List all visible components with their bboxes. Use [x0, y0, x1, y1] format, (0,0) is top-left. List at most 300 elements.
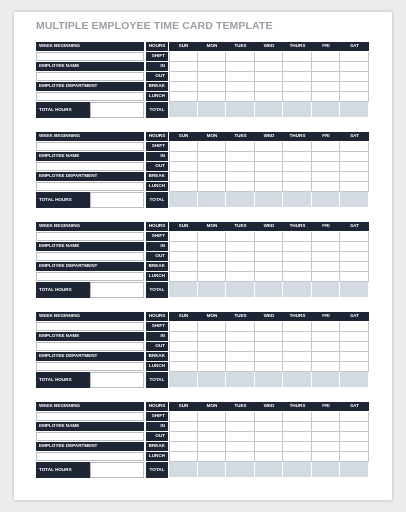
employee-department-label: EMPLOYEE DEPARTMENT: [36, 262, 144, 271]
daily-total-cell[interactable]: [198, 192, 226, 208]
employee-name-input[interactable]: [36, 252, 144, 261]
day-header-mon: MON: [198, 132, 226, 141]
daily-total-cell[interactable]: [198, 462, 226, 478]
time-entry-cell[interactable]: [198, 352, 226, 362]
time-entry-cell[interactable]: [198, 362, 226, 372]
time-entry-cell[interactable]: [255, 232, 283, 242]
day-header-sun: SUN: [169, 222, 198, 231]
entry-row-break: [169, 442, 369, 452]
daily-total-cell[interactable]: [340, 372, 369, 388]
daily-total-cell[interactable]: [226, 372, 255, 388]
time-entry-cell[interactable]: [226, 242, 255, 252]
time-entry-cell[interactable]: [226, 232, 255, 242]
week-beginning-label: WEEK BEGINNING: [36, 132, 144, 141]
daily-total-cell[interactable]: [226, 282, 255, 298]
total-hours-input[interactable]: [90, 462, 144, 478]
total-label: TOTAL: [146, 462, 168, 478]
employee-name-input[interactable]: [36, 432, 144, 441]
employee-department-input[interactable]: [36, 272, 144, 281]
daily-total-cell[interactable]: [169, 282, 198, 298]
employee-department-label: EMPLOYEE DEPARTMENT: [36, 172, 144, 181]
time-entry-cell[interactable]: [312, 142, 340, 152]
total-label: TOTAL: [146, 282, 168, 298]
daily-total-cell[interactable]: [226, 462, 255, 478]
time-entry-cell[interactable]: [283, 262, 312, 272]
daily-total-cell[interactable]: [198, 102, 226, 118]
row-label-in: IN: [146, 62, 168, 71]
time-entry-cell[interactable]: [312, 242, 340, 252]
time-entry-cell[interactable]: [198, 412, 226, 422]
time-entry-cell[interactable]: [312, 52, 340, 62]
time-entry-cell[interactable]: [169, 342, 198, 352]
employee-department-input[interactable]: [36, 362, 144, 371]
time-entry-cell[interactable]: [255, 82, 283, 92]
entry-row-out: [169, 162, 369, 172]
time-entry-cell[interactable]: [255, 172, 283, 182]
time-entry-cell[interactable]: [226, 262, 255, 272]
time-entry-cell[interactable]: [255, 352, 283, 362]
time-entry-cell[interactable]: [226, 142, 255, 152]
time-entry-cell[interactable]: [312, 272, 340, 282]
time-entry-cell[interactable]: [198, 422, 226, 432]
daily-total-cell[interactable]: [340, 192, 369, 208]
time-entry-cell[interactable]: [198, 442, 226, 452]
day-header-wed: WED: [255, 132, 283, 141]
time-entry-cell[interactable]: [169, 452, 198, 462]
total-hours-label: TOTAL HOURS: [36, 462, 90, 478]
week-beginning-label: WEEK BEGINNING: [36, 402, 144, 411]
day-header-thurs: THURS: [283, 132, 312, 141]
week-beginning-input[interactable]: [36, 322, 144, 331]
time-entry-cell[interactable]: [312, 92, 340, 102]
total-hours-label: TOTAL HOURS: [36, 372, 90, 388]
time-entry-cell[interactable]: [283, 272, 312, 282]
time-entry-cell[interactable]: [198, 262, 226, 272]
day-header-mon: MON: [198, 312, 226, 321]
time-entry-cell[interactable]: [169, 162, 198, 172]
week-beginning-input[interactable]: [36, 52, 144, 61]
time-entry-cell[interactable]: [255, 242, 283, 252]
time-entry-cell[interactable]: [255, 412, 283, 422]
daily-total-cell[interactable]: [255, 102, 283, 118]
employee-department-label: EMPLOYEE DEPARTMENT: [36, 442, 144, 451]
time-entry-cell[interactable]: [340, 252, 369, 262]
time-entry-cell[interactable]: [198, 342, 226, 352]
time-entry-cell[interactable]: [226, 172, 255, 182]
time-entry-cell[interactable]: [169, 172, 198, 182]
time-entry-cell[interactable]: [198, 252, 226, 262]
employee-department-input[interactable]: [36, 92, 144, 101]
entry-row-lunch: [169, 452, 369, 462]
daily-total-cell[interactable]: [340, 282, 369, 298]
time-entry-cell[interactable]: [198, 142, 226, 152]
time-entry-cell[interactable]: [283, 182, 312, 192]
time-entry-cell[interactable]: [198, 152, 226, 162]
time-entry-cell[interactable]: [312, 172, 340, 182]
employee-department-label: EMPLOYEE DEPARTMENT: [36, 82, 144, 91]
entry-row-out: [169, 432, 369, 442]
time-entry-cell[interactable]: [283, 152, 312, 162]
daily-total-cell[interactable]: [340, 462, 369, 478]
daily-total-cell[interactable]: [283, 462, 312, 478]
time-entry-cell[interactable]: [226, 62, 255, 72]
time-entry-cell[interactable]: [340, 162, 369, 172]
time-entry-cell[interactable]: [340, 82, 369, 92]
time-entry-cell[interactable]: [169, 242, 198, 252]
row-label-out: OUT: [146, 342, 168, 351]
daily-total-cell[interactable]: [312, 462, 340, 478]
entry-row-lunch: [169, 182, 369, 192]
employee-name-label: EMPLOYEE NAME: [36, 152, 144, 161]
entry-row-lunch: [169, 92, 369, 102]
time-entry-cell[interactable]: [283, 452, 312, 462]
time-entry-cell[interactable]: [312, 352, 340, 362]
time-entry-cell[interactable]: [312, 162, 340, 172]
time-entry-cell[interactable]: [226, 252, 255, 262]
entry-row-lunch: [169, 272, 369, 282]
time-entry-cell[interactable]: [255, 272, 283, 282]
time-entry-cell[interactable]: [312, 82, 340, 92]
hours-header: HOURS: [146, 132, 168, 141]
day-header-fri: FRI: [312, 402, 340, 411]
time-entry-cell[interactable]: [255, 452, 283, 462]
time-entry-cell[interactable]: [198, 322, 226, 332]
row-label-out: OUT: [146, 252, 168, 261]
employee-name-input[interactable]: [36, 342, 144, 351]
time-entry-cell[interactable]: [255, 182, 283, 192]
time-entry-cell[interactable]: [312, 252, 340, 262]
time-entry-cell[interactable]: [169, 152, 198, 162]
time-entry-cell[interactable]: [312, 232, 340, 242]
entry-row-shift: [169, 322, 369, 332]
time-entry-cell[interactable]: [198, 52, 226, 62]
time-entry-cell[interactable]: [340, 452, 369, 462]
daily-total-cell[interactable]: [283, 372, 312, 388]
time-entry-cell[interactable]: [340, 182, 369, 192]
row-label-out: OUT: [146, 72, 168, 81]
time-entry-cell[interactable]: [169, 272, 198, 282]
time-entry-cell[interactable]: [312, 362, 340, 372]
time-entry-cell[interactable]: [340, 342, 369, 352]
total-hours-input[interactable]: [90, 282, 144, 298]
daily-total-cell[interactable]: [283, 282, 312, 298]
daily-total-cell[interactable]: [312, 192, 340, 208]
time-entry-cell[interactable]: [169, 422, 198, 432]
time-entry-cell[interactable]: [340, 272, 369, 282]
time-entry-cell[interactable]: [283, 252, 312, 262]
time-entry-cell[interactable]: [226, 92, 255, 102]
time-entry-cell[interactable]: [169, 82, 198, 92]
daily-total-cell[interactable]: [283, 192, 312, 208]
time-entry-cell[interactable]: [255, 442, 283, 452]
total-hours-input[interactable]: [90, 192, 144, 208]
entry-row-in: [169, 62, 369, 72]
time-entry-cell[interactable]: [226, 442, 255, 452]
hours-header: HOURS: [146, 222, 168, 231]
time-entry-cell[interactable]: [312, 442, 340, 452]
daily-total-cell[interactable]: [255, 372, 283, 388]
time-entry-cell[interactable]: [169, 52, 198, 62]
time-entry-cell[interactable]: [312, 182, 340, 192]
time-entry-cell[interactable]: [283, 352, 312, 362]
time-entry-cell[interactable]: [169, 432, 198, 442]
daily-total-cell[interactable]: [312, 102, 340, 118]
time-entry-cell[interactable]: [255, 262, 283, 272]
time-entry-cell[interactable]: [283, 342, 312, 352]
row-label-in: IN: [146, 242, 168, 251]
daily-total-cell[interactable]: [283, 102, 312, 118]
time-entry-cell[interactable]: [283, 322, 312, 332]
time-entry-cell[interactable]: [340, 362, 369, 372]
time-entry-cell[interactable]: [340, 332, 369, 342]
time-entry-cell[interactable]: [226, 72, 255, 82]
time-entry-cell[interactable]: [255, 362, 283, 372]
day-header-fri: FRI: [312, 222, 340, 231]
time-entry-cell[interactable]: [198, 182, 226, 192]
total-row: [169, 102, 369, 118]
week-beginning-input[interactable]: [36, 412, 144, 421]
time-entry-cell[interactable]: [226, 452, 255, 462]
row-label-in: IN: [146, 152, 168, 161]
time-entry-cell[interactable]: [340, 422, 369, 432]
time-entry-cell[interactable]: [169, 352, 198, 362]
time-entry-cell[interactable]: [226, 432, 255, 442]
time-entry-cell[interactable]: [226, 332, 255, 342]
time-entry-cell[interactable]: [312, 152, 340, 162]
total-row: [169, 462, 369, 478]
time-entry-cell[interactable]: [255, 162, 283, 172]
daily-total-cell[interactable]: [169, 462, 198, 478]
time-entry-cell[interactable]: [283, 162, 312, 172]
daily-total-cell[interactable]: [255, 192, 283, 208]
entry-row-in: [169, 242, 369, 252]
day-header-wed: WED: [255, 402, 283, 411]
daily-total-cell[interactable]: [169, 102, 198, 118]
row-label-break: BREAK: [146, 262, 168, 271]
daily-total-cell[interactable]: [198, 372, 226, 388]
week-beginning-input[interactable]: [36, 142, 144, 151]
time-entry-cell[interactable]: [169, 92, 198, 102]
daily-total-cell[interactable]: [226, 192, 255, 208]
row-label-shift: SHIFT: [146, 322, 168, 331]
daily-total-cell[interactable]: [255, 282, 283, 298]
row-label-shift: SHIFT: [146, 232, 168, 241]
time-entry-cell[interactable]: [340, 72, 369, 82]
time-entry-cell[interactable]: [198, 172, 226, 182]
daily-total-cell[interactable]: [312, 372, 340, 388]
time-entry-cell[interactable]: [340, 52, 369, 62]
total-hours-input[interactable]: [90, 372, 144, 388]
time-entry-cell[interactable]: [340, 242, 369, 252]
time-entry-cell[interactable]: [198, 82, 226, 92]
time-entry-cell[interactable]: [226, 82, 255, 92]
time-entry-cell[interactable]: [226, 272, 255, 282]
time-entry-cell[interactable]: [198, 232, 226, 242]
document-title: MULTIPLE EMPLOYEE TIME CARD TEMPLATE: [36, 20, 273, 32]
daily-total-cell[interactable]: [169, 372, 198, 388]
daily-total-cell[interactable]: [255, 462, 283, 478]
time-entry-cell[interactable]: [255, 152, 283, 162]
time-entry-cell[interactable]: [340, 172, 369, 182]
time-entry-cell[interactable]: [198, 162, 226, 172]
time-entry-cell[interactable]: [169, 182, 198, 192]
time-entry-cell[interactable]: [169, 442, 198, 452]
time-entry-cell[interactable]: [340, 412, 369, 422]
total-row: [169, 192, 369, 208]
time-entry-cell[interactable]: [312, 62, 340, 72]
time-entry-cell[interactable]: [226, 342, 255, 352]
daily-total-cell[interactable]: [198, 282, 226, 298]
daily-total-cell[interactable]: [226, 102, 255, 118]
entry-row-shift: [169, 142, 369, 152]
time-card: [36, 132, 369, 209]
time-entry-cell[interactable]: [312, 432, 340, 442]
time-entry-cell[interactable]: [255, 72, 283, 82]
time-entry-cell[interactable]: [255, 332, 283, 342]
time-entry-cell[interactable]: [198, 92, 226, 102]
time-entry-cell[interactable]: [340, 62, 369, 72]
employee-name-input[interactable]: [36, 162, 144, 171]
row-label-out: OUT: [146, 162, 168, 171]
time-entry-cell[interactable]: [198, 272, 226, 282]
time-entry-cell[interactable]: [226, 412, 255, 422]
time-entry-cell[interactable]: [169, 232, 198, 242]
time-entry-cell[interactable]: [255, 322, 283, 332]
time-card: [36, 312, 369, 389]
time-entry-cell[interactable]: [169, 252, 198, 262]
time-entry-cell[interactable]: [255, 92, 283, 102]
entry-row-out: [169, 342, 369, 352]
time-entry-cell[interactable]: [340, 232, 369, 242]
day-header-sun: SUN: [169, 402, 198, 411]
time-entry-cell[interactable]: [283, 242, 312, 252]
day-header-fri: FRI: [312, 312, 340, 321]
time-entry-cell[interactable]: [283, 52, 312, 62]
time-entry-cell[interactable]: [283, 432, 312, 442]
time-entry-cell[interactable]: [198, 332, 226, 342]
time-entry-cell[interactable]: [312, 322, 340, 332]
time-entry-cell[interactable]: [169, 142, 198, 152]
time-entry-cell[interactable]: [283, 332, 312, 342]
time-entry-cell[interactable]: [283, 362, 312, 372]
employee-name-input[interactable]: [36, 72, 144, 81]
day-header-thurs: THURS: [283, 402, 312, 411]
time-entry-cell[interactable]: [283, 422, 312, 432]
row-label-break: BREAK: [146, 172, 168, 181]
time-entry-cell[interactable]: [312, 332, 340, 342]
day-header-wed: WED: [255, 312, 283, 321]
time-entry-cell[interactable]: [169, 332, 198, 342]
row-label-lunch: LUNCH: [146, 182, 168, 191]
time-entry-cell[interactable]: [312, 452, 340, 462]
time-entry-cell[interactable]: [255, 432, 283, 442]
time-entry-cell[interactable]: [312, 72, 340, 82]
day-header-mon: MON: [198, 42, 226, 51]
time-entry-cell[interactable]: [169, 262, 198, 272]
time-entry-cell[interactable]: [226, 322, 255, 332]
time-card-sheet: [14, 12, 392, 500]
time-entry-cell[interactable]: [340, 352, 369, 362]
time-entry-cell[interactable]: [283, 412, 312, 422]
time-entry-cell[interactable]: [283, 82, 312, 92]
row-label-break: BREAK: [146, 82, 168, 91]
time-entry-cell[interactable]: [255, 342, 283, 352]
week-beginning-label: WEEK BEGINNING: [36, 312, 144, 321]
time-entry-cell[interactable]: [283, 232, 312, 242]
entry-row-lunch: [169, 362, 369, 372]
time-entry-cell[interactable]: [312, 262, 340, 272]
time-entry-cell[interactable]: [312, 412, 340, 422]
employee-department-input[interactable]: [36, 452, 144, 461]
entry-row-out: [169, 252, 369, 262]
time-entry-cell[interactable]: [283, 442, 312, 452]
time-entry-cell[interactable]: [283, 62, 312, 72]
time-entry-cell[interactable]: [198, 72, 226, 82]
time-entry-cell[interactable]: [226, 52, 255, 62]
time-entry-cell[interactable]: [340, 322, 369, 332]
time-entry-cell[interactable]: [226, 182, 255, 192]
week-beginning-input[interactable]: [36, 232, 144, 241]
daily-total-cell[interactable]: [312, 282, 340, 298]
time-entry-cell[interactable]: [340, 142, 369, 152]
daily-total-cell[interactable]: [169, 192, 198, 208]
time-entry-cell[interactable]: [283, 172, 312, 182]
time-entry-cell[interactable]: [312, 422, 340, 432]
time-entry-cell[interactable]: [283, 142, 312, 152]
time-entry-cell[interactable]: [198, 242, 226, 252]
day-header-wed: WED: [255, 222, 283, 231]
time-entry-cell[interactable]: [255, 422, 283, 432]
day-header-thurs: THURS: [283, 222, 312, 231]
time-entry-cell[interactable]: [340, 432, 369, 442]
time-entry-cell[interactable]: [169, 72, 198, 82]
time-entry-cell[interactable]: [255, 252, 283, 262]
time-entry-cell[interactable]: [169, 62, 198, 72]
time-entry-cell[interactable]: [169, 362, 198, 372]
time-entry-cell[interactable]: [198, 432, 226, 442]
time-entry-cell[interactable]: [226, 362, 255, 372]
time-entry-cell[interactable]: [340, 262, 369, 272]
time-entry-cell[interactable]: [283, 92, 312, 102]
total-label: TOTAL: [146, 192, 168, 208]
time-entry-cell[interactable]: [340, 442, 369, 452]
total-label: TOTAL: [146, 102, 168, 118]
time-entry-cell[interactable]: [340, 152, 369, 162]
total-hours-label: TOTAL HOURS: [36, 102, 90, 118]
time-entry-cell[interactable]: [255, 52, 283, 62]
time-entry-cell[interactable]: [255, 62, 283, 72]
time-entry-cell[interactable]: [226, 162, 255, 172]
daily-total-cell[interactable]: [340, 102, 369, 118]
time-entry-cell[interactable]: [255, 142, 283, 152]
time-entry-cell[interactable]: [198, 62, 226, 72]
time-entry-cell[interactable]: [169, 412, 198, 422]
time-entry-cell[interactable]: [226, 422, 255, 432]
total-hours-label: TOTAL HOURS: [36, 282, 90, 298]
time-entry-cell[interactable]: [226, 152, 255, 162]
time-entry-cell[interactable]: [226, 352, 255, 362]
entry-row-in: [169, 422, 369, 432]
time-entry-cell[interactable]: [169, 322, 198, 332]
day-header-mon: MON: [198, 222, 226, 231]
total-hours-input[interactable]: [90, 102, 144, 118]
employee-department-input[interactable]: [36, 182, 144, 191]
employee-name-label: EMPLOYEE NAME: [36, 332, 144, 341]
time-entry-cell[interactable]: [340, 92, 369, 102]
time-entry-cell[interactable]: [312, 342, 340, 352]
time-entry-cell[interactable]: [283, 72, 312, 82]
time-entry-cell[interactable]: [198, 452, 226, 462]
